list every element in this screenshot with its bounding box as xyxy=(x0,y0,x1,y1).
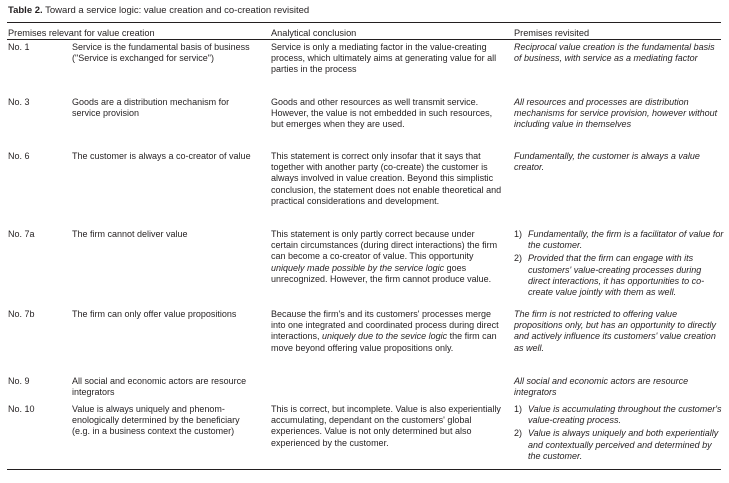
analytical-conclusion: This statement is correct only insofar that it says that together with another party (co-create) the customer is always involved in value creation. Beyond this simplistic conclusion, the statement does not enable theoretical and practical considerations and development. xyxy=(271,151,502,206)
header-rule xyxy=(7,39,721,40)
premise-number: No. 1 xyxy=(8,42,30,52)
italic-emphasis: uniquely due to the sevice logic xyxy=(322,331,448,342)
analytical-conclusion: Service is only a mediating factor in the value-creating process, which ultimately aims at generating value for all parties in the process xyxy=(271,42,497,75)
premise-number: No. 3 xyxy=(8,97,30,107)
list-marker: 2) xyxy=(514,428,523,439)
premise-text: The firm can only offer value propositions xyxy=(72,309,237,319)
revisited-item: 2) Provided that the firm can engage with its customers' value-creating processes during direct interactions, it has opportunities to co-create value jointly with them as well. xyxy=(514,253,705,298)
header-premises: Premises relevant for value creation xyxy=(8,28,155,38)
revisited-item: 2) Value is always uniquely and both experientially and contextually perceived and determined by the customer. xyxy=(514,428,719,461)
premise-text: Value is always uniquely and phenom-enologically determined by the beneficiary (e.g. in a business context the customer) xyxy=(72,404,240,437)
revisited-item: 1) Fundamentally, the firm is a facilitator of value for the customer. xyxy=(514,229,724,251)
analytical-conclusion: Goods and other resources as well transmit service. However, the value is not embedded in such resources, but emerges when they are used. xyxy=(271,97,493,130)
premise-text: The customer is always a co-creator of value xyxy=(72,151,251,161)
premise-revisited: All social and economic actors are resource integrators xyxy=(514,376,689,398)
italic-emphasis: uniquely made possible by the service logic xyxy=(271,262,445,273)
list-marker: 1) xyxy=(514,404,523,414)
premise-revisited: All resources and processes are distribution mechanisms for service provision, however without including value in themselves xyxy=(514,97,718,130)
analytical-conclusion: This is correct, but incomplete. Value is also experientially accumulating, dependant on the customers' global experiences. Value is not only determined but also experienced by the customer. xyxy=(271,404,501,448)
analytical-conclusion: This statement is only partly correct because under certain circumstances (during direct interactions) the firm can become a co-creator of value. This opportunity uniquely made possible by the service logic goes unrecognized. However, the firm cannot produce value. xyxy=(271,229,498,284)
premise-revisited: Reciprocal value creation is the fundamental basis of business, with service as a mediating factor xyxy=(514,42,715,64)
analytical-conclusion: Because the firm's and its customers' processes merge into one integrated and coordinated process during direct interactions, uniquely due to the sevice logic the firm can move beyond offering value propositions only. xyxy=(271,309,499,353)
premise-text: All social and economic actors are resource integrators xyxy=(72,376,247,398)
premise-text: Goods are a distribution mechanism for service provision xyxy=(72,97,230,119)
premise-revisited: Fundamentally, the customer is always a value creator. xyxy=(514,151,700,173)
table-title: Toward a service logic: value creation and co-creation revisited xyxy=(42,5,310,16)
list-marker: 1) xyxy=(514,229,523,239)
table-bottom-rule xyxy=(7,469,721,470)
premise-number: No. 7a xyxy=(8,229,35,239)
premise-text: Service is the fundamental basis of business ("Service is exchanged for service") xyxy=(72,42,250,64)
header-analytical-conclusion: Analytical conclusion xyxy=(271,28,357,38)
list-marker: 2) xyxy=(514,253,523,264)
premise-revisited xyxy=(514,229,724,298)
premise-revisited xyxy=(514,404,724,462)
revisited-item: 1) Value is accumulating throughout the customer's value-creating process. xyxy=(514,404,722,426)
premise-number: No. 6 xyxy=(8,151,30,161)
table-number: Table 2. xyxy=(8,5,43,16)
premise-revisited: The firm is not restricted to offering value propositions only, but has an opportunity to directly and actively influence its customers' value creation as well. xyxy=(514,309,716,353)
premise-number: No. 10 xyxy=(8,404,35,414)
table-top-rule xyxy=(7,22,721,23)
premise-number: No. 7b xyxy=(8,309,35,319)
premise-text: The firm cannot deliver value xyxy=(72,229,188,239)
table-caption xyxy=(8,5,309,16)
premise-number: No. 9 xyxy=(8,376,30,386)
header-premises-revisited: Premises revisited xyxy=(514,28,590,38)
